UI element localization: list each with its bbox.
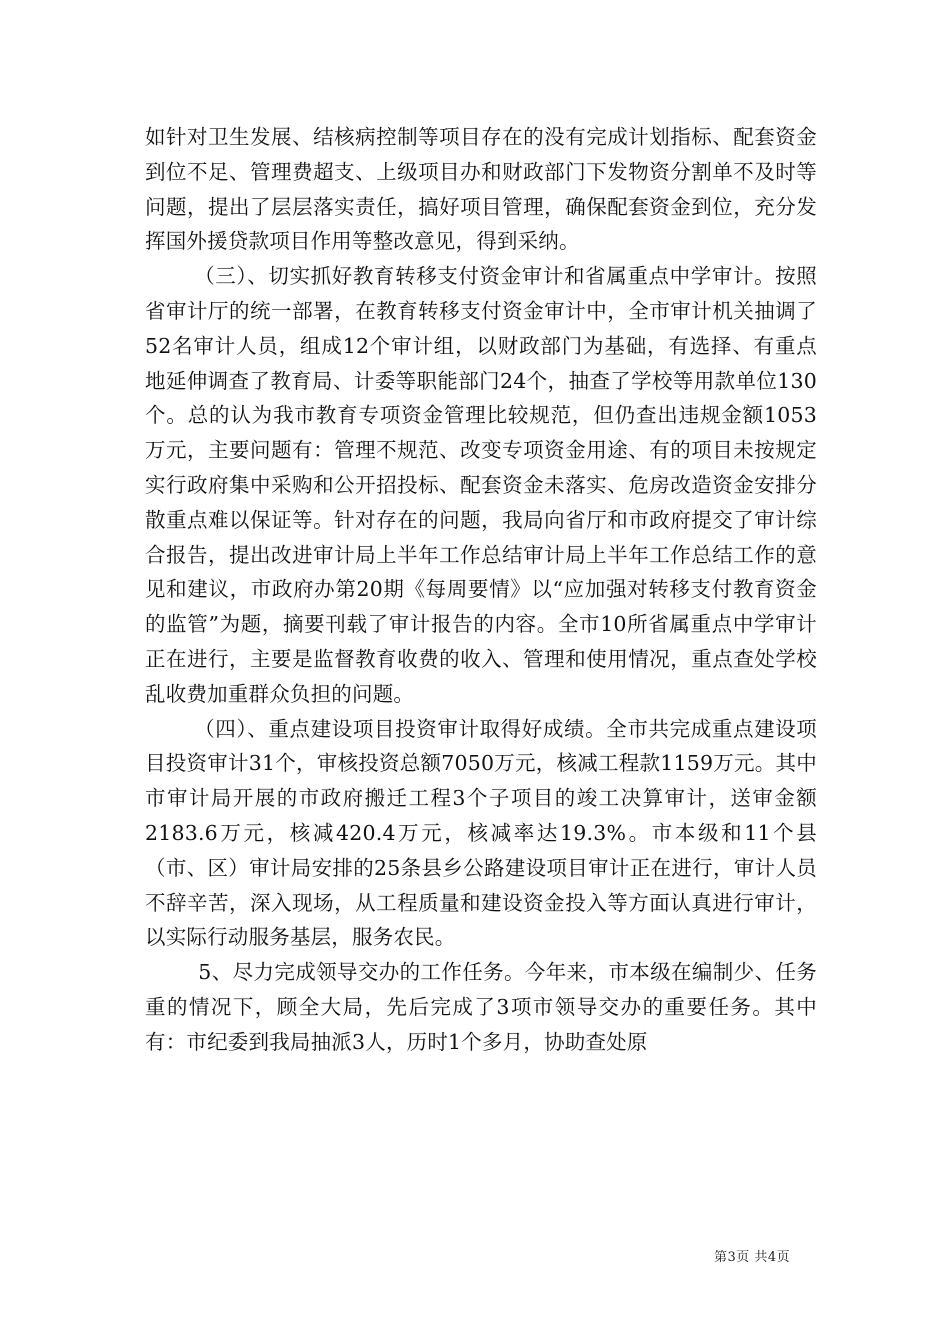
page-number: 第3页 共4页 (714, 1250, 791, 1265)
paragraph-construction-audit: （四）、重点建设项目投资审计取得好成绩。全市共完成重点建设项目投资审计31个，审核投资总额7050万元，核减工程款1159万元。其中市审计局开展的市政府搬迁工程3个子项目的竣工决算审计，送审金额2183.6万元，核减420.4万元，核减率达19.3%。市本级和11个县（市、区）审计局安排的25条县乡公路建设项目审计正在进行，审计人员不辞辛苦，深入现场，从工程质量和建设资金投入等方面认真进行审计，以实际行动服务基层，服务农民。 (145, 716, 817, 950)
paragraph-leader-tasks: 5、尽力完成领导交办的工作任务。今年来，市本级在编制少、任务重的情况下，顾全大局，先后完成了3项市领导交办的重要任务。其中有：市纪委到我局抽派3人，历时1个多月，协助查处原 (145, 960, 817, 1054)
document-body (145, 120, 817, 1060)
paragraph-education-audit: （三）、切实抓好教育转移支付资金审计和省属重点中学审计。按照省审计厅的统一部署，在教育转移支付资金审计中，全市审计机关抽调了52名审计人员，组成12个审计组，以财政部门为基础，有选择、有重点地延伸调查了教育局、计委等职能部门24个，抽查了学校等用款单位130个。总的认为我市教育专项资金管理比较规范，但仍查出违规金额1053万元，主要问题有：管理不规范、改变专项资金用途、有的项目未按规定实行政府集中采购和公开招投标、配套资金未落实、危房改造资金安排分散重点难以保证等。针对存在的问题，我局向省厅和市政府提交了审计综合报告，提出改进审计局上半年工作总结审计局上半年工作总结工作的意见和建议，市政府办第20期《每周要情》以“应加强对转移支付教育资金的监管”为题，摘要刊载了审计报告的内容。全市10所省属重点中学审计正在进行，主要是监督教育收费的收入、管理和使用情况，重点查处学校乱收费加重群众负担的问题。 (145, 264, 817, 706)
paragraph-continuation: 如针对卫生发展、结核病控制等项目存在的没有完成计划指标、配套资金到位不足、管理费超支、上级项目办和财政部门下发物资分割单不及时等问题，提出了层层落实责任，搞好项目管理，确保配套资金到位，充分发挥国外援贷款项目作用等整改意见，得到采纳。 (145, 125, 817, 254)
